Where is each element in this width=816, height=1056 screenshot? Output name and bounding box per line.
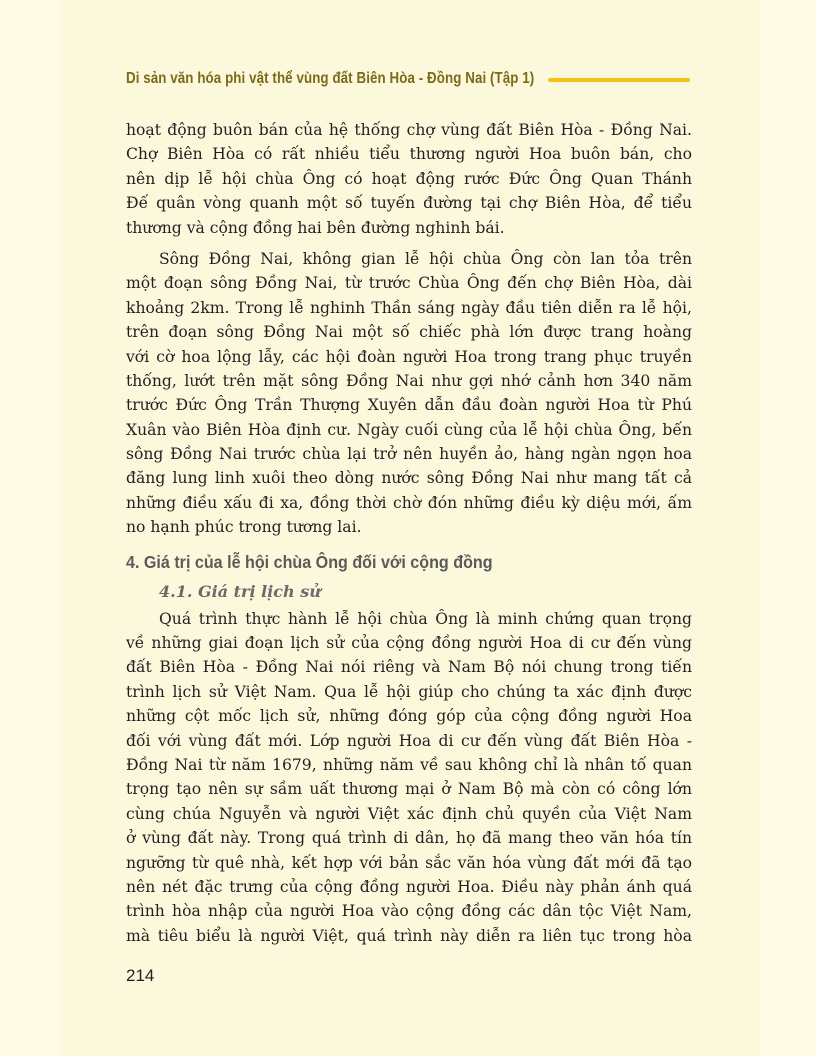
page-number: 214: [126, 966, 155, 985]
text-line: Sông Đồng Nai, không gian lễ hội chùa Ông còn lan tỏa trên: [159, 249, 692, 268]
text-line: hoạt động buôn bán của hệ thống chợ vùng đất Biên Hòa - Đồng Nai.: [126, 121, 692, 139]
text-line: Quá trình thực hành lễ hội chùa Ông là minh chứng quan trọng: [159, 609, 692, 628]
body-text: [126, 118, 692, 948]
text-line: nên nét đặc trưng của cộng đồng người Hoa. Điều này phản ánh quá: [126, 877, 692, 896]
text-line: đối với vùng đất mới. Lớp người Hoa di cư đến vùng đất Biên Hòa -: [126, 731, 692, 750]
text-line: thương và cộng đồng hai bên đường nghinh bái.: [126, 218, 505, 237]
header-rule: [548, 78, 690, 82]
text-line: thống, lướt trên mặt sông Đồng Nai như gợi nhớ cảnh hơn 340 năm: [126, 371, 692, 390]
text-line: khoảng 2km. Trong lễ nghinh Thần sáng ngày đầu tiên diễn ra lễ hội,: [126, 298, 692, 317]
text-line: cùng chúa Nguyễn và người Việt xác định chủ quyền của Việt Nam: [126, 804, 692, 823]
paragraph-3: [126, 607, 692, 948]
text-line: no hạnh phúc trong tương lai.: [126, 518, 362, 537]
text-line: sông Đồng Nai trước chùa lại trở nên huyền ảo, hàng ngàn ngọn hoa: [126, 445, 692, 464]
running-header-title: Di sản văn hóa phi vật thể vùng đất Biên Hòa - Đồng Nai (Tập 1): [126, 70, 535, 87]
text-line: với cờ hoa lộng lẫy, các hội đoàn người Hoa trong trang phục truyền: [126, 347, 692, 366]
text-line: trọng tạo nên sự sầm uất thương mại ở Nam Bộ mà còn có công lớn: [126, 780, 692, 799]
text-line: Đồng Nai từ năm 1679, những năm về sau không chỉ là nhân tố quan: [126, 755, 692, 774]
text-line: trình lịch sử Việt Nam. Qua lễ hội giúp cho chúng ta xác định được: [126, 682, 692, 701]
text-line: trên đoạn sông Đồng Nai một số chiếc phà lớn được trang hoàng: [126, 323, 692, 342]
text-line: Xuân vào Biên Hòa định cư. Ngày cuối cùng của lễ hội chùa Ông, bến: [126, 420, 692, 439]
text-line: Đế quân vòng quanh một số tuyến đường tại chợ Biên Hòa, để tiểu: [126, 194, 692, 213]
section-heading: 4. Giá trị của lễ hội chùa Ông đối với cộng đồng: [126, 551, 493, 572]
text-line: những điều xấu đi xa, đồng thời chờ đón những điều kỳ diệu mới, ấm: [126, 493, 692, 512]
text-line: trình hòa nhập của người Hoa vào cộng đồng các dân tộc Việt Nam,: [126, 902, 692, 921]
text-line: mà tiêu biểu là người Việt, quá trình này diễn ra liên tục trong hòa: [126, 926, 692, 945]
text-line: ở vùng đất này. Trong quá trình di dân, họ đã mang theo văn hóa tín: [126, 829, 692, 848]
subsection-heading: 4.1. Giá trị lịch sử: [159, 581, 321, 601]
text-line: nên dịp lễ hội chùa Ông có hoạt động rước Đức Ông Quan Thánh: [126, 169, 692, 188]
paragraph-2: [126, 247, 692, 540]
text-line: đất Biên Hòa - Đồng Nai nói riêng và Nam Bộ nói chung trong tiến: [126, 658, 692, 677]
text-line: một đoạn sông Đồng Nai, từ trước Chùa Ông đến chợ Biên Hòa, dài: [126, 274, 692, 293]
text-line: về những giai đoạn lịch sử của cộng đồng người Hoa di cư đến vùng: [126, 634, 692, 653]
text-line: Chợ Biên Hòa có rất nhiều tiểu thương người Hoa buôn bán, cho: [126, 145, 692, 164]
text-line: trước Đức Ông Trần Thượng Xuyên dẫn đầu đoàn người Hoa từ Phú: [126, 396, 692, 415]
paragraph-1: [126, 118, 692, 240]
text-line: những cột mốc lịch sử, những đóng góp của cộng đồng người Hoa: [126, 707, 692, 726]
text-line: ngưỡng từ quê nhà, kết hợp với bản sắc văn hóa vùng đất mới đã tạo: [126, 853, 692, 872]
text-line: đăng lung linh xuôi theo dòng nước sông Đồng Nai như mang tất cả: [126, 469, 692, 488]
